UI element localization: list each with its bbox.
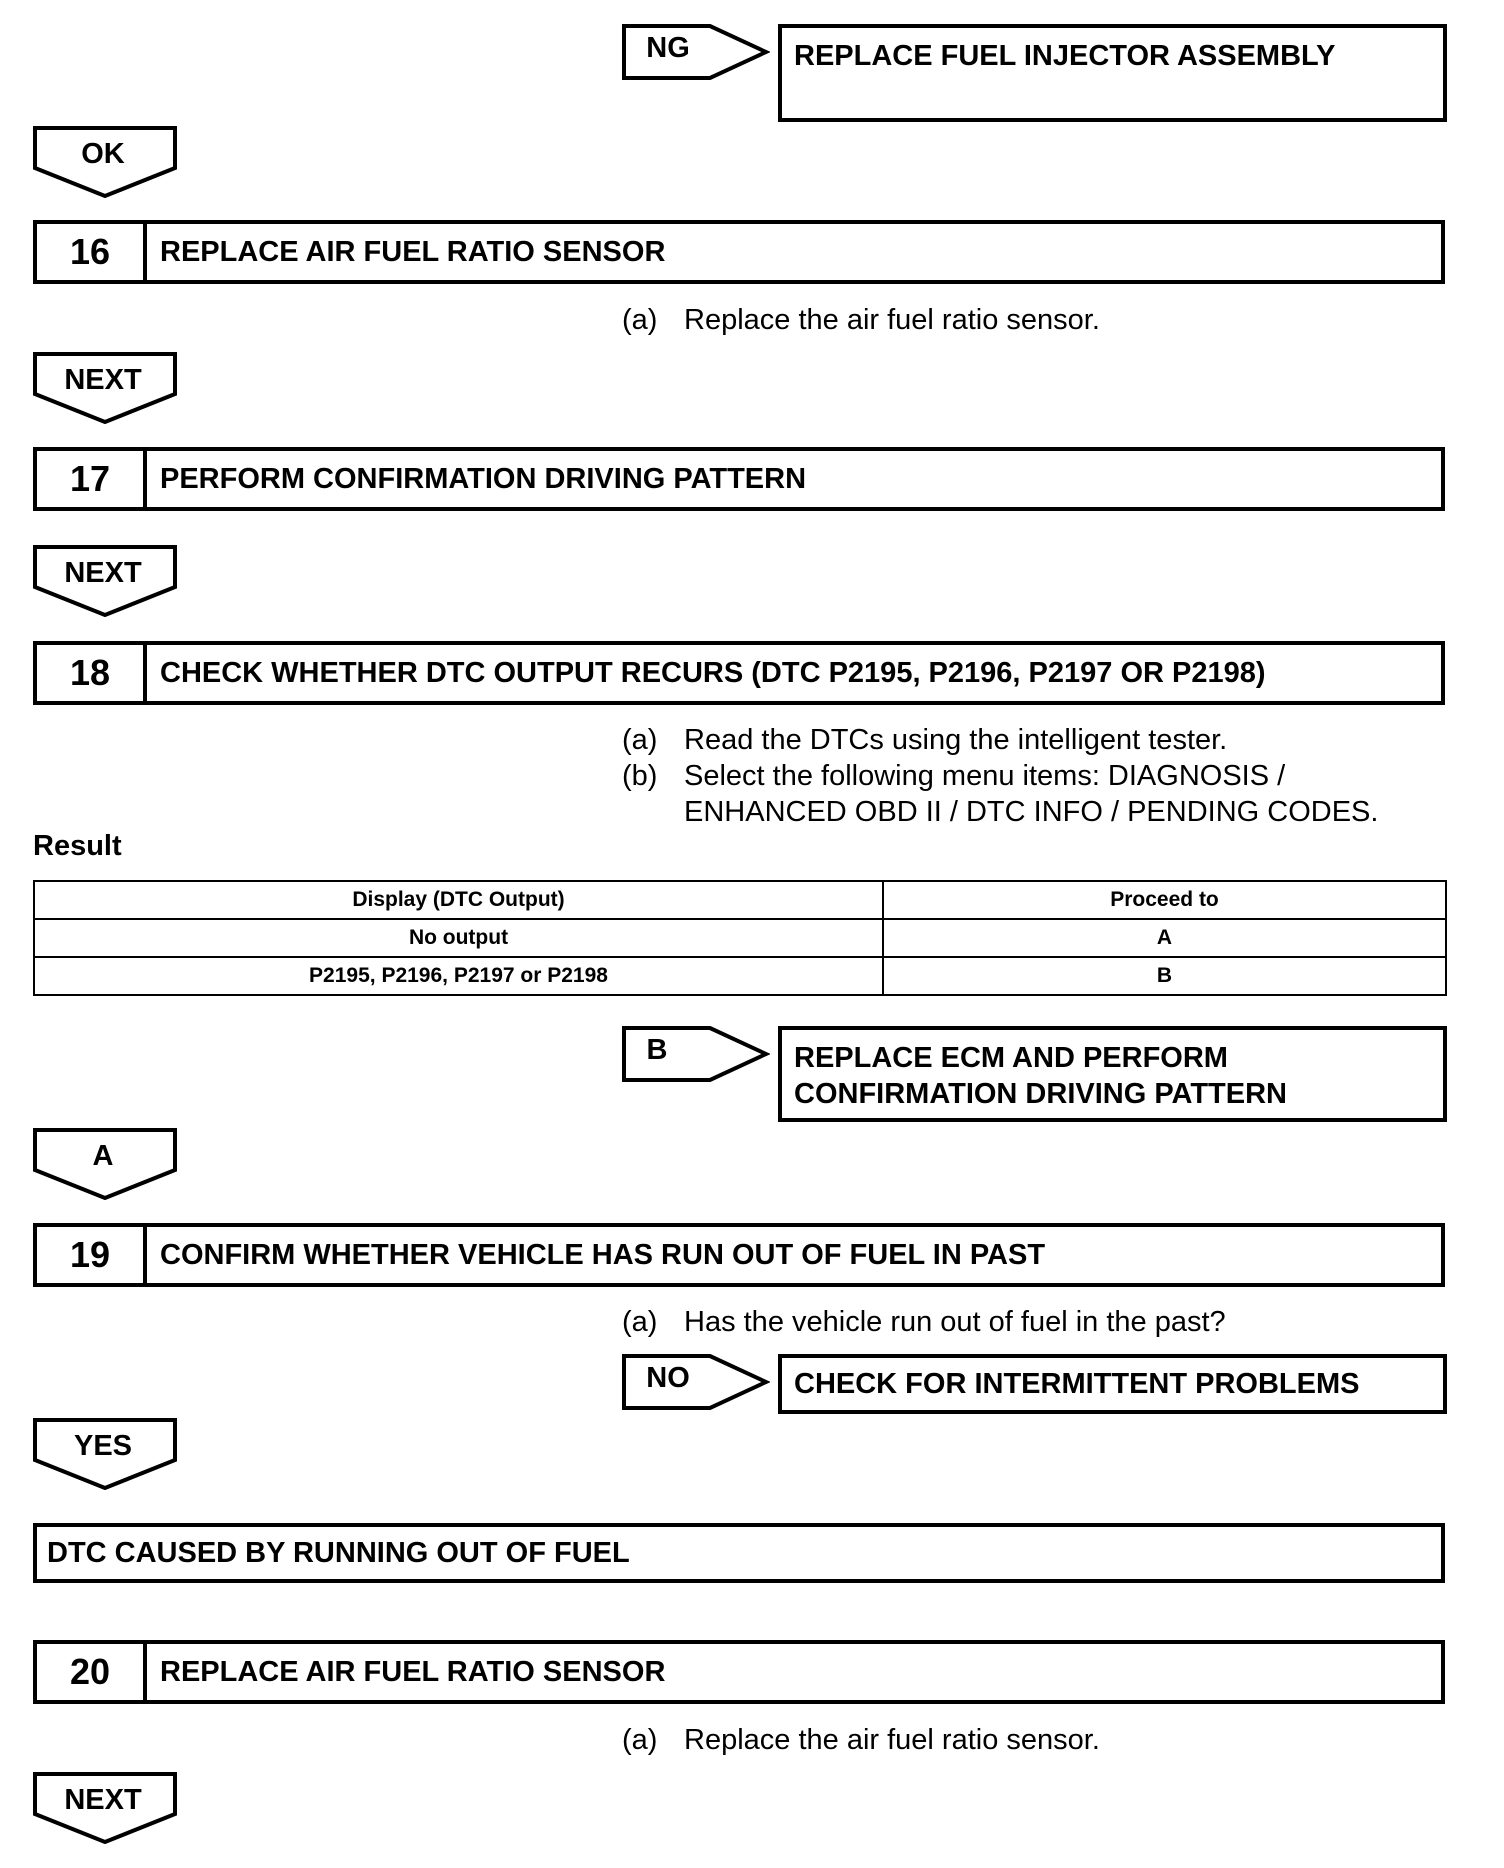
no-label: NO [646,1362,690,1394]
note-text: Replace the air fuel ratio sensor. [684,304,1100,336]
next-arrow-3[interactable] [33,1772,179,1844]
next-arrow-1[interactable] [33,352,179,424]
step-number: 20 [37,1644,147,1700]
no-action-box [778,1354,1447,1414]
step-20-box [33,1640,1445,1704]
ng-action-text: REPLACE FUEL INJECTOR ASSEMBLY [794,40,1336,72]
note-text: Select the following menu items: DIAGNOSIS / ENHANCED OBD II / DTC INFO / PENDING CODES. [684,760,1379,828]
step-title: REPLACE AIR FUEL RATIO SENSOR [160,235,666,268]
step-number: 17 [37,451,147,507]
next-label: NEXT [64,364,142,396]
yes-arrow[interactable] [33,1418,179,1490]
next-label: NEXT [64,557,142,589]
b-branch-arrow[interactable] [622,1026,770,1084]
header-cell: Proceed to [883,881,1446,919]
conclusion-text: DTC CAUSED BY RUNNING OUT OF FUEL [47,1536,630,1569]
step-17-box [33,447,1445,511]
header-cell: Display (DTC Output) [34,881,883,919]
step-19-box [33,1223,1445,1287]
b-action-box [778,1026,1447,1122]
table-cell: P2195, P2196, P2197 or P2198 [34,957,883,995]
result-table [33,880,1447,996]
step-number: 18 [37,645,147,701]
a-arrow[interactable] [33,1128,179,1200]
note-label: (a) [622,304,658,336]
table-row [34,919,1446,957]
note-label: (b) [622,760,658,792]
step-title: CHECK WHETHER DTC OUTPUT RECURS (DTC P2195, P2196, P2197 OR P2198) [160,656,1266,689]
b-label: B [646,1034,668,1066]
note-label: (a) [622,724,658,756]
ng-branch-arrow[interactable] [622,24,770,82]
conclusion-box [33,1523,1445,1583]
step-16-box [33,220,1445,284]
yes-label: YES [73,1430,133,1462]
step-18-box [33,641,1445,705]
table-cell: B [883,957,1446,995]
step-title: REPLACE AIR FUEL RATIO SENSOR [160,1655,666,1688]
step-title: PERFORM CONFIRMATION DRIVING PATTERN [160,462,807,495]
note-text: Replace the air fuel ratio sensor. [684,1724,1100,1756]
table-cell: A [883,919,1446,957]
note-text: Has the vehicle run out of fuel in the past? [684,1306,1226,1338]
next-label: NEXT [64,1784,142,1816]
table-header-row [34,881,1446,919]
step-number: 16 [37,224,147,280]
note-label: (a) [622,1724,658,1756]
note-text: Read the DTCs using the intelligent tester. [684,724,1228,756]
no-branch-arrow[interactable] [622,1354,770,1412]
next-arrow-2[interactable] [33,545,179,617]
table-cell: No output [34,919,883,957]
ok-label: OK [81,138,125,170]
a-label: A [92,1140,114,1172]
no-action-text: CHECK FOR INTERMITTENT PROBLEMS [794,1368,1360,1400]
result-heading: Result [33,830,122,862]
ng-action-box [778,24,1447,122]
table-row [34,957,1446,995]
ng-label: NG [646,32,690,64]
note-label: (a) [622,1306,658,1338]
b-action-text: REPLACE ECM AND PERFORM CONFIRMATION DRIVING PATTERN [794,1042,1287,1110]
step-number: 19 [37,1227,147,1283]
step-title: CONFIRM WHETHER VEHICLE HAS RUN OUT OF FUEL IN PAST [160,1238,1046,1271]
ok-arrow[interactable] [33,126,179,198]
